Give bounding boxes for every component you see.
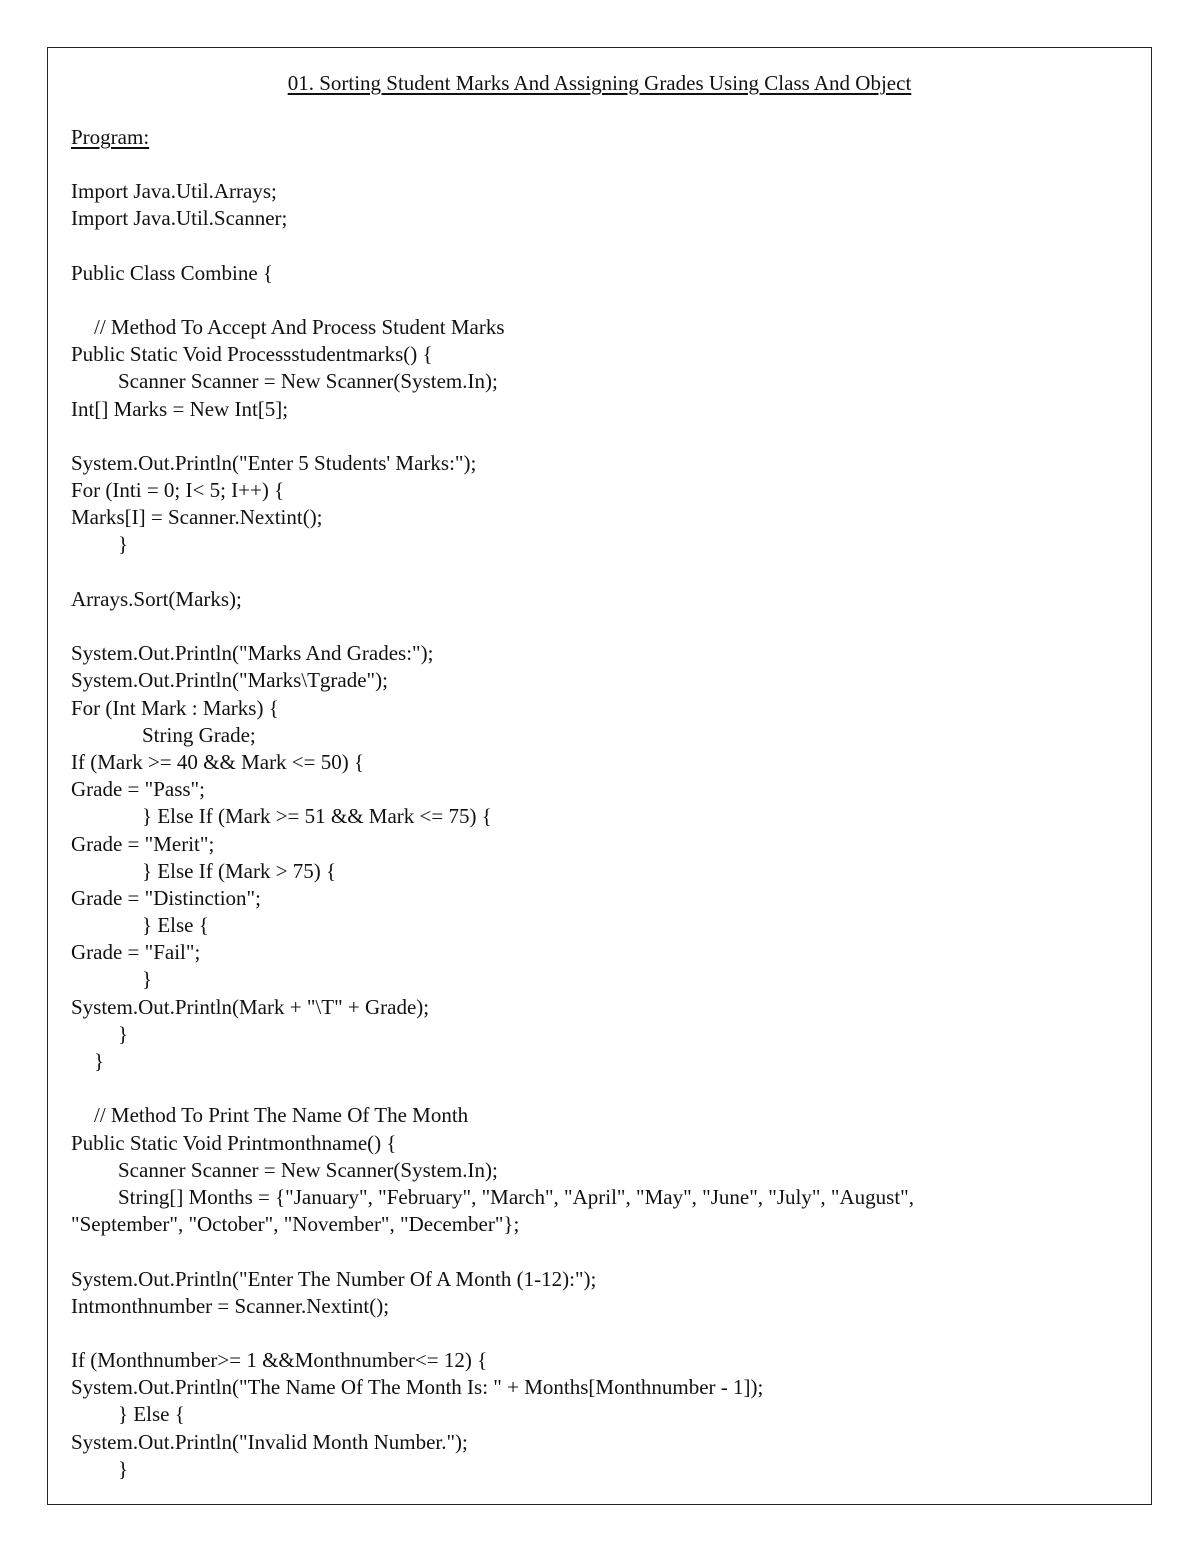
code-line: Import Java.Util.Arrays; [71, 179, 277, 203]
code-line: Arrays.Sort(Marks); [71, 586, 242, 611]
code-line: } Else If (Mark > 75) { [142, 858, 337, 883]
code-line: System.Out.Println("Enter 5 Students' Marks:"); [71, 450, 477, 475]
code-line: Intmonthnumber = Scanner.Nextint(); [71, 1293, 390, 1318]
code-line: System.Out.Println("Invalid Month Number."); [71, 1429, 468, 1454]
code-line: Scanner Scanner = New Scanner(System.In); [118, 1157, 498, 1182]
code-line: Grade = "Pass"; [71, 777, 205, 802]
code-line: System.Out.Println("The Name Of The Month Is: " + Months[Monthnumber - 1]); [71, 1375, 764, 1400]
code-line: For (Inti = 0; I< 5; I++) { [71, 478, 285, 503]
code-line: System.Out.Println("Enter The Number Of A Month (1-12):"); [71, 1266, 597, 1291]
code-line: } [142, 967, 153, 992]
code-line: Import Java.Util.Scanner; [71, 206, 288, 231]
code-line: Grade = "Distinction"; [71, 885, 261, 910]
code-line: System.Out.Println("Marks And Grades:"); [71, 641, 434, 666]
code-line: } [118, 532, 129, 557]
code-line: For (Int Mark : Marks) { [71, 695, 279, 720]
code-line: String[] Months = {"January", "February", "March", "April", "May", "June", "July", "August", [118, 1184, 915, 1209]
code-line [71, 613, 1111, 640]
code-line: If (Monthnumber>= 1 &&Monthnumber<= 12) { [71, 1348, 488, 1373]
code-line: } [118, 1021, 129, 1046]
code-line: If (Mark >= 40 && Mark <= 50) { [71, 749, 365, 774]
code-line: Public Class Combine { [71, 260, 274, 285]
code-line: } Else { [118, 1402, 185, 1427]
code-line: // Method To Accept And Process Student Marks [94, 314, 505, 339]
code-line: Marks[I] = Scanner.Nextint(); [71, 505, 323, 530]
code-line [71, 559, 1111, 586]
code-line: } Else { [142, 913, 209, 938]
code-line: Grade = "Merit"; [71, 831, 215, 856]
code-line: } [118, 1456, 129, 1481]
code-line: Grade = "Fail"; [71, 940, 201, 965]
code-line: } [94, 1049, 105, 1073]
code-line: Public Static Void Printmonthname() { [71, 1130, 397, 1155]
code-line [71, 1320, 1111, 1347]
code-line: Int[] Marks = New Int[5]; [71, 396, 289, 421]
code-line: "September", "October", "November", "December"}; [71, 1212, 520, 1237]
code-line [71, 287, 1111, 314]
code-line: String Grade; [142, 722, 256, 747]
code-line [71, 232, 1111, 259]
code-listing [71, 178, 1111, 1483]
section-heading-program: Program: [71, 125, 150, 149]
code-line: Public Static Void Processstudentmarks() { [71, 342, 433, 367]
code-line: // Method To Print The Name Of The Month [94, 1103, 469, 1128]
code-line: System.Out.Println(Mark + "\T" + Grade); [71, 994, 430, 1019]
document-title: 01. Sorting Student Marks And Assigning Grades Using Class And Object [287, 71, 912, 95]
code-line [71, 1075, 1111, 1102]
code-line: } Else If (Mark >= 51 && Mark <= 75) { [142, 804, 492, 829]
page-frame [47, 47, 1152, 1505]
code-line: Scanner Scanner = New Scanner(System.In); [118, 369, 498, 394]
code-line: System.Out.Println("Marks\Tgrade"); [71, 668, 388, 693]
code-line [71, 1238, 1111, 1265]
code-line [71, 423, 1111, 450]
